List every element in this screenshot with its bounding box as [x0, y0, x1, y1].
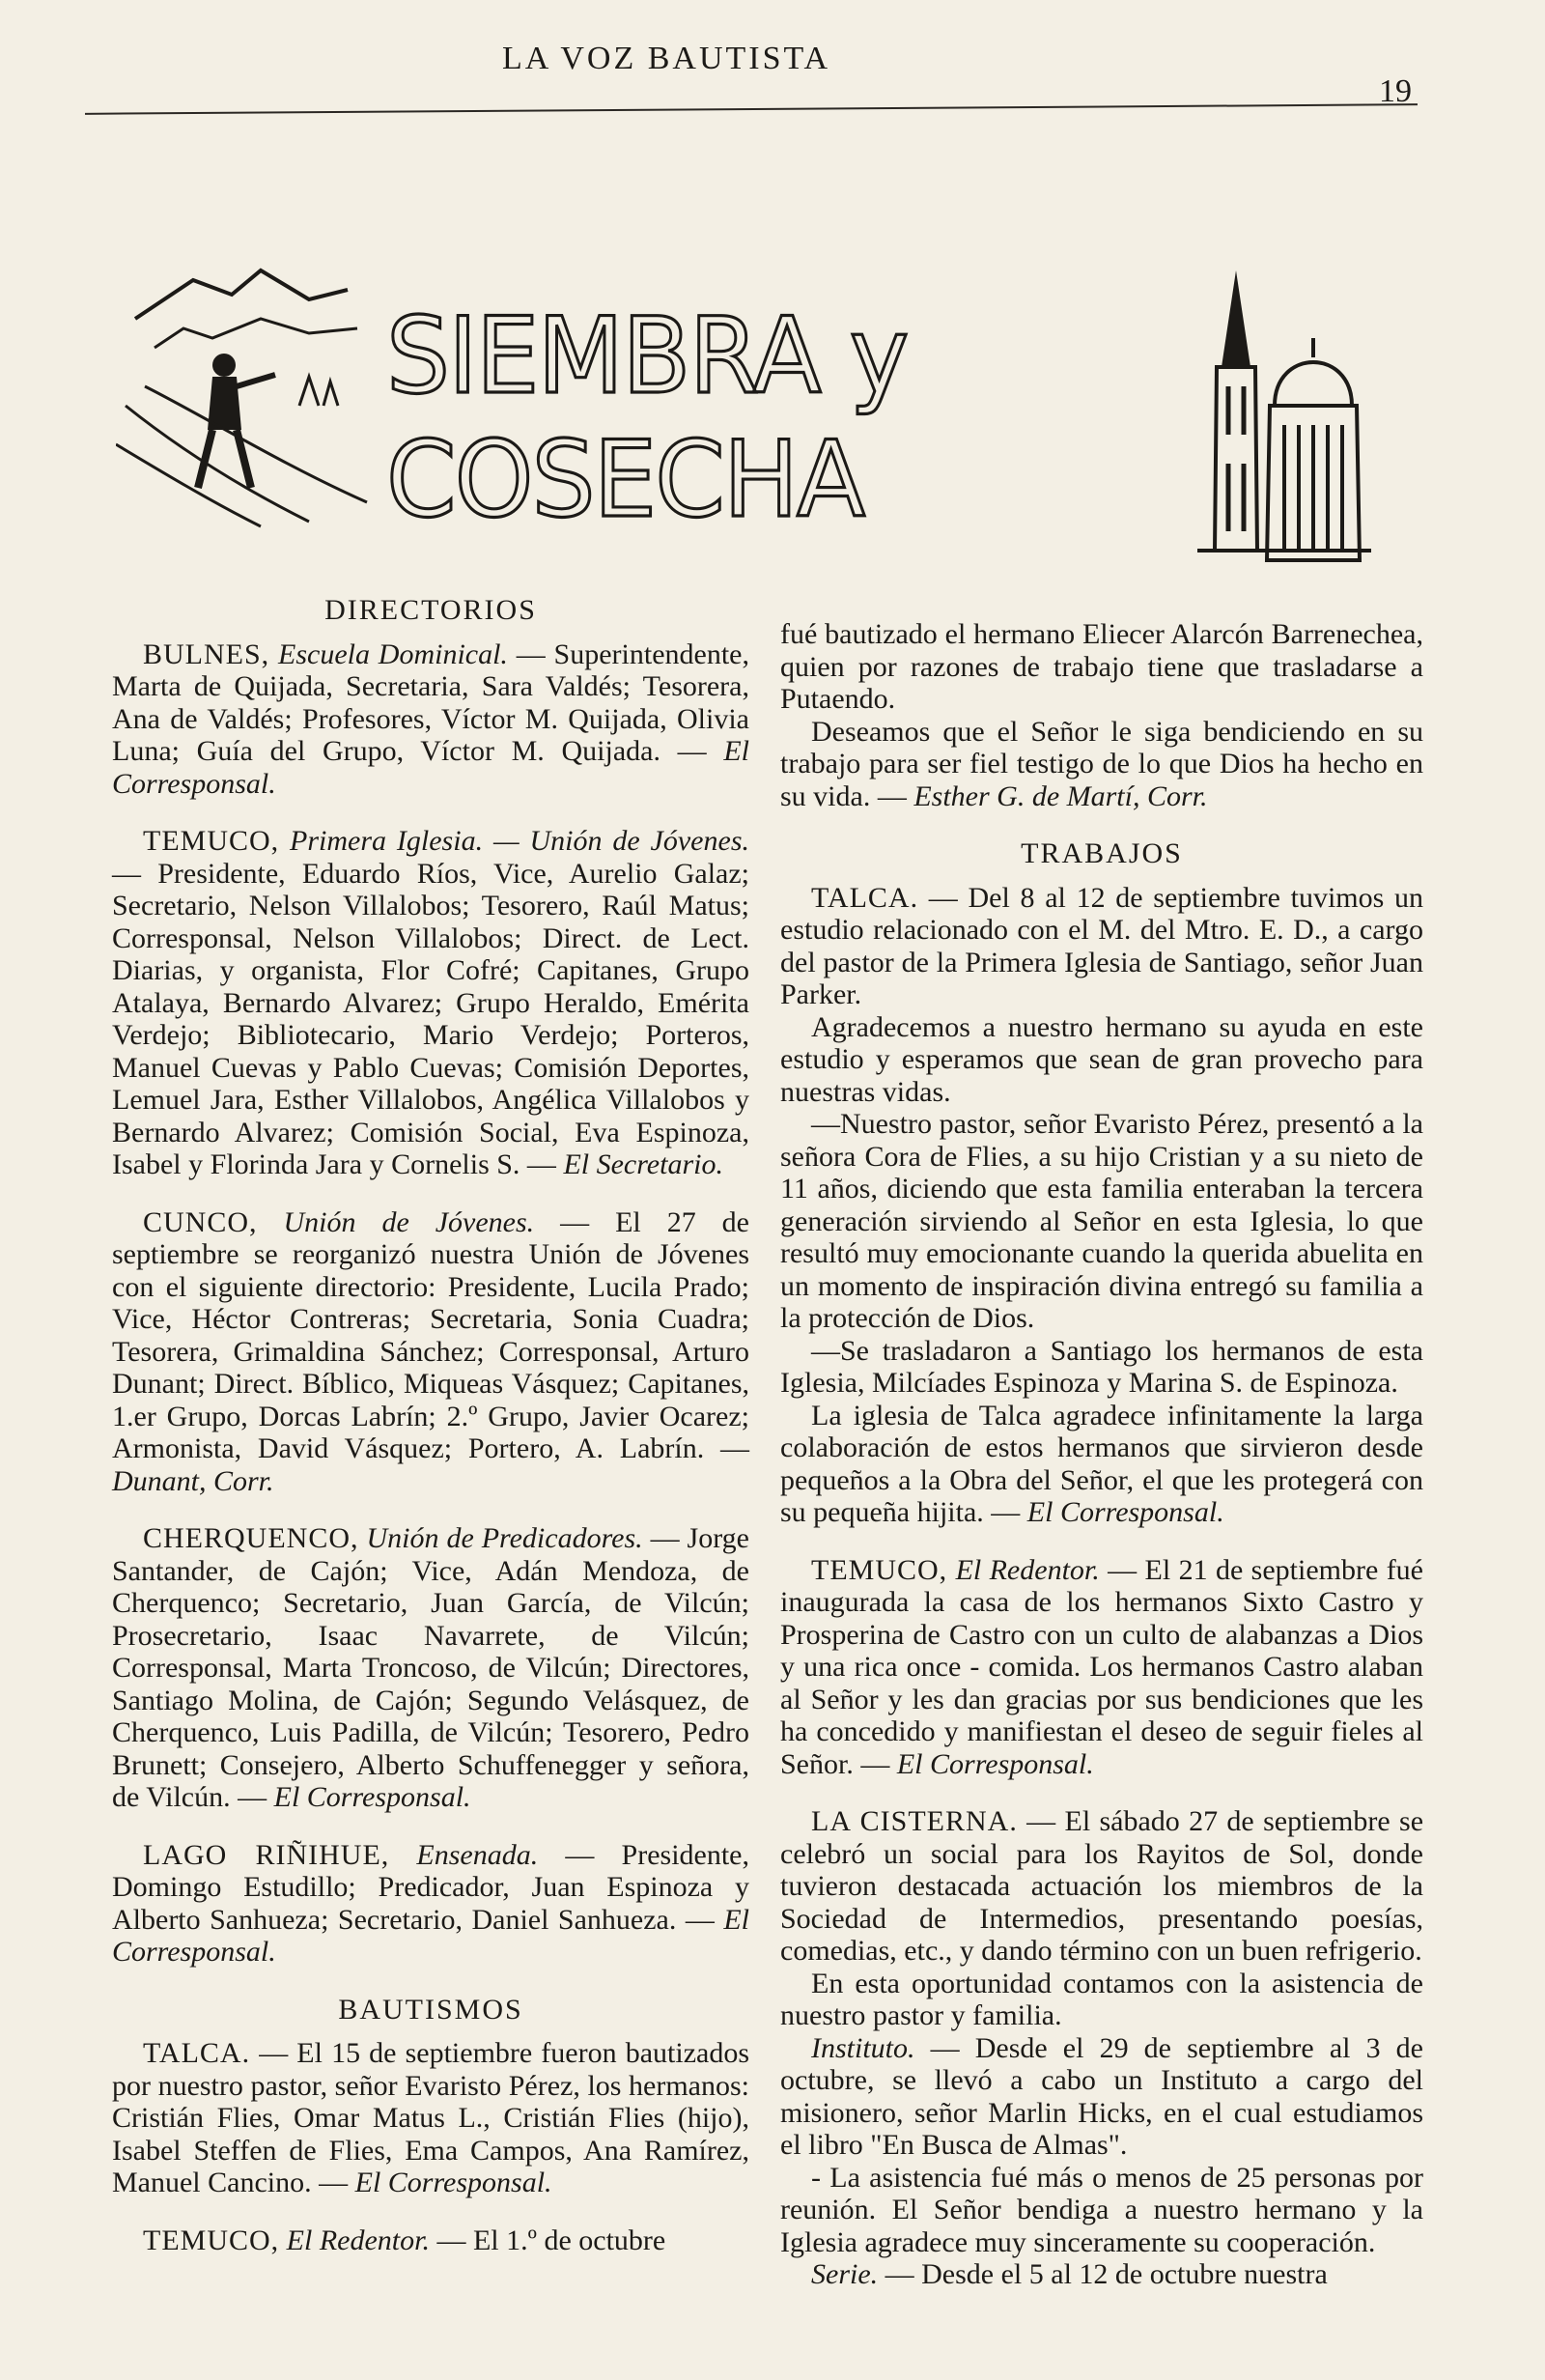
continuation-paragraph: fué bautizado el hermano Eliecer Alarcón Barrenechea, quien por razones de trabajo tiene que trasladarse a Putaendo.	[780, 618, 1423, 715]
entry-paragraph	[780, 2032, 1423, 2162]
signature: El Corresponsal.	[354, 2167, 552, 2198]
entry-temuco-primera	[112, 825, 749, 1181]
place-name: BULNES,	[143, 638, 270, 670]
entry-body: — El 1.º de octubre	[436, 2224, 666, 2256]
entry-paragraph	[780, 2258, 1423, 2291]
entry-paragraph: —Se trasladaron a Santiago los hermanos de esta Iglesia, Milcíades Espinoza y Marina S. de Espinoza.	[780, 1334, 1423, 1399]
entry-body: La iglesia de Talca agradece infinitamente la larga colaboración de estos hermanos que sirvieron desde pequeños a la Obra del Señor, el que les protegerá con su pequeña hijita. —	[780, 1399, 1423, 1528]
place-name: TEMUCO,	[143, 2224, 280, 2256]
entry-body: — Desde el 5 al 12 de octubre nuestra	[885, 2258, 1328, 2290]
organization: Primera Iglesia. — Unión de Jóvenes.	[290, 825, 749, 857]
entry-paragraph: - La asistencia fué más o menos de 25 personas por reunión. El Señor bendiga a nuestro hermano y la Iglesia agradece muy sinceramente su cooperación.	[780, 2161, 1423, 2258]
signature: El Corresponsal.	[896, 1747, 1094, 1780]
entry-body: — Presidente, Eduardo Ríos, Vice, Aurelio Galaz; Secretario, Nelson Villalobos; Tesorero, Raúl Matus; Corresponsal, Nelson Villalobos; Direct. de Lect. Diarias, y organista, Flor Cofré; Capitanes, Grupo Atalaya, Bernardo Alvarez; Grupo Heraldo, Emérita Verdejo; Bibliotecario, Mario Verdejo; Porteros, Manuel Cuevas y Pablo Cuevas; Comisión Deportes, Lemuel Jara, Esther Villalobos, Angélica Villalobos y Bernardo Alvarez; Comisión Social, Eva Espinoza, Isabel y Florinda Jara y Cornelis S. —	[112, 857, 749, 1180]
entry-text	[112, 2224, 749, 2257]
banner-title: SIEMBRA y COSECHA	[386, 293, 908, 542]
entry-cherquenco	[112, 1522, 749, 1814]
section-heading-trabajos: TRABAJOS	[1021, 837, 1183, 869]
entry-text	[112, 1839, 749, 1969]
entry-talca-trabajos	[780, 882, 1423, 1529]
farmer-sowing-illustration	[116, 261, 377, 531]
entry-body: — El sábado 27 de septiembre se celebró un social para los Rayitos de Sol, donde tuvieron destacada actuación los miembros de la Sociedad de Intermedios, presentando poesías, comedias, etc., y dando término con un buen refrigerio.	[780, 1805, 1424, 1967]
entry-text	[780, 1805, 1423, 1968]
entry-body: — Superintendente, Marta de Quijada, Secretaria, Sara Valdés; Tesorera, Ana de Valdés; Profesores, Víctor M. Quijada, Olivia Luna; Guía del Grupo, Víctor M. Quijada. —	[112, 638, 749, 767]
organization: Escuela Dominical.	[278, 638, 508, 670]
entry-body: — El 15 de septiembre fueron bautizados por nuestro pastor, señor Evaristo Pérez, los hermanos: Cristián Flies, Omar Matus L., Cristián Flies (hijo), Isabel Steffen de Flies, Ema Campos, Ana Ramírez, Manuel Cancino. —	[112, 2037, 749, 2198]
page-header	[0, 0, 1545, 135]
running-title: LA VOZ BAUTISTA	[502, 41, 831, 76]
organization: El Redentor.	[955, 1553, 1100, 1586]
entry-cunco	[112, 1206, 749, 1498]
place-name: LAGO RIÑIHUE,	[143, 1838, 390, 1871]
organization: El Redentor.	[286, 2224, 430, 2256]
place-name: TEMUCO,	[811, 1553, 948, 1586]
place-name: CHERQUENCO,	[143, 1522, 359, 1554]
organization: Unión de Predicadores.	[366, 1522, 643, 1554]
entry-body: — Desde el 29 de septiembre al 3 de octubre, se llevó a cabo un Instituto a cargo del misionero, señor Marlin Hicks, en el cual estudiamos el libro "En Busca de Almas".	[780, 2031, 1423, 2161]
left-column	[112, 594, 749, 2281]
signature: El Corresponsal.	[112, 1903, 749, 1968]
organization: Unión de Jóvenes.	[283, 1205, 535, 1238]
entry-text	[112, 638, 749, 801]
place-name: LA CISTERNA.	[811, 1805, 1018, 1837]
entry-temuco-redentor	[780, 1554, 1423, 1781]
entry-body: — Presidente, Domingo Estudillo; Predicador, Juan Espinoza y Alberto Sanhueza; Secretario, Daniel Sanhueza. —	[112, 1838, 749, 1936]
organization: Ensenada.	[416, 1838, 539, 1871]
entry-body: — El 21 de septiembre fué inaugurada la casa de los hermanos Sixto Castro y Prosperina de Castro con un culto de alabanzas a Dios y una rica once - comida. Los hermanos Castro alaban al Señor y les dan gracias por sus bendiciones que les ha concedido y manifiestan el deseo de seguir fieles al Señor. —	[780, 1553, 1423, 1780]
cathedral-illustration	[1178, 261, 1381, 570]
section-heading-bautismos: BAUTISMOS	[338, 1993, 523, 2026]
entry-continuation	[780, 618, 1423, 812]
entry-la-cisterna	[780, 1805, 1423, 2291]
entry-text	[112, 1206, 749, 1498]
entry-body: — Jorge Santander, de Cajón; Vice, Adán Mendoza, de Cherquenco; Secretario, Juan García, de Vilcún; Prosecretario, Isaac Navarrete, de Vilcún; Corresponsal, Marta Troncoso, de Vilcún; Directores, Santiago Molina, de Cajón; Segundo Velásquez, de Cherquenco, Luis Padilla, de Vilcún; Tesorero, Pedro Brunett; Consejero, Alberto Schuffenegger y señora, de Vilcún. —	[112, 1522, 749, 1813]
signature: Esther G. de Martí, Corr.	[913, 779, 1208, 812]
entry-body: — Del 8 al 12 de septiembre tuvimos un estudio relacionado con el M. del Mtro. E. D., a cargo del pastor de la Primera Iglesia de Santiago, señor Juan Parker.	[780, 881, 1423, 1010]
entry-temuco-bautismo	[112, 2224, 749, 2257]
header-rule	[85, 103, 1418, 115]
place-name: TALCA.	[143, 2037, 251, 2069]
signature: El Secretario.	[563, 1148, 723, 1180]
entry-paragraph	[780, 1400, 1423, 1529]
subheading-instituto: Instituto.	[811, 2031, 915, 2064]
entry-bulnes	[112, 638, 749, 801]
entry-paragraph: En esta oportunidad contamos con la asistencia de nuestro pastor y familia.	[780, 1967, 1423, 2031]
place-name: CUNCO,	[143, 1205, 258, 1238]
right-column	[780, 618, 1423, 2316]
section-banner	[116, 261, 1390, 589]
entry-body: — El 27 de septiembre se reorganizó nuestra Unión de Jóvenes con el siguiente directorio: Presidente, Lucila Prado; Vice, Héctor Contreras; Secretaria, Sonia Cuadra; Tesorera, Grimaldina Sánchez; Corresponsal, Arturo Dunant; Direct. Bíblico, Miqueas Vásquez; Capitanes, 1.er Grupo, Dorcas Labrín; 2.º Grupo, Javier Ocarez; Armonista, David Vásquez; Portero, A. Labrín. —	[112, 1205, 750, 1464]
subheading-serie: Serie.	[811, 2258, 879, 2290]
entry-text	[112, 2037, 749, 2199]
entry-paragraph: Agradecemos a nuestro hermano su ayuda en este estudio y esperamos que sean de gran provecho para nuestras vidas.	[780, 1010, 1423, 1108]
continuation-paragraph	[780, 716, 1423, 813]
entry-text	[112, 825, 749, 1181]
signature: El Corresponsal.	[273, 1781, 471, 1813]
entry-lago-rinihue	[112, 1839, 749, 1969]
entry-paragraph: —Nuestro pastor, señor Evaristo Pérez, presentó a la señora Cora de Flies, a su hijo Cristian y a su nieto de 11 años, diciendo que esta familia enteraban la tercera generación sirviendo al Señor en esta Iglesia, lo que resultó muy emocionante cuando la querida abuelita en un momento de inspiración divina entregó su familia a la protección de Dios.	[780, 1108, 1423, 1334]
signature: El Corresponsal.	[112, 735, 749, 800]
entry-text	[780, 1554, 1423, 1781]
place-name: TALCA.	[811, 881, 919, 914]
entry-text	[780, 882, 1423, 1011]
entry-talca-bautismo	[112, 2037, 749, 2199]
section-heading-directorios: DIRECTORIOS	[324, 594, 537, 626]
signature: El Corresponsal.	[1026, 1496, 1224, 1528]
page-number: 19	[1379, 73, 1412, 109]
entry-body: Deseamos que el Señor le siga bendiciendo en su trabajo para ser fiel testigo de lo que Dios ha hecho en su vida. —	[780, 715, 1423, 812]
entry-text	[112, 1522, 749, 1814]
signature: Dunant, Corr.	[112, 1464, 274, 1497]
place-name: TEMUCO,	[143, 825, 280, 857]
